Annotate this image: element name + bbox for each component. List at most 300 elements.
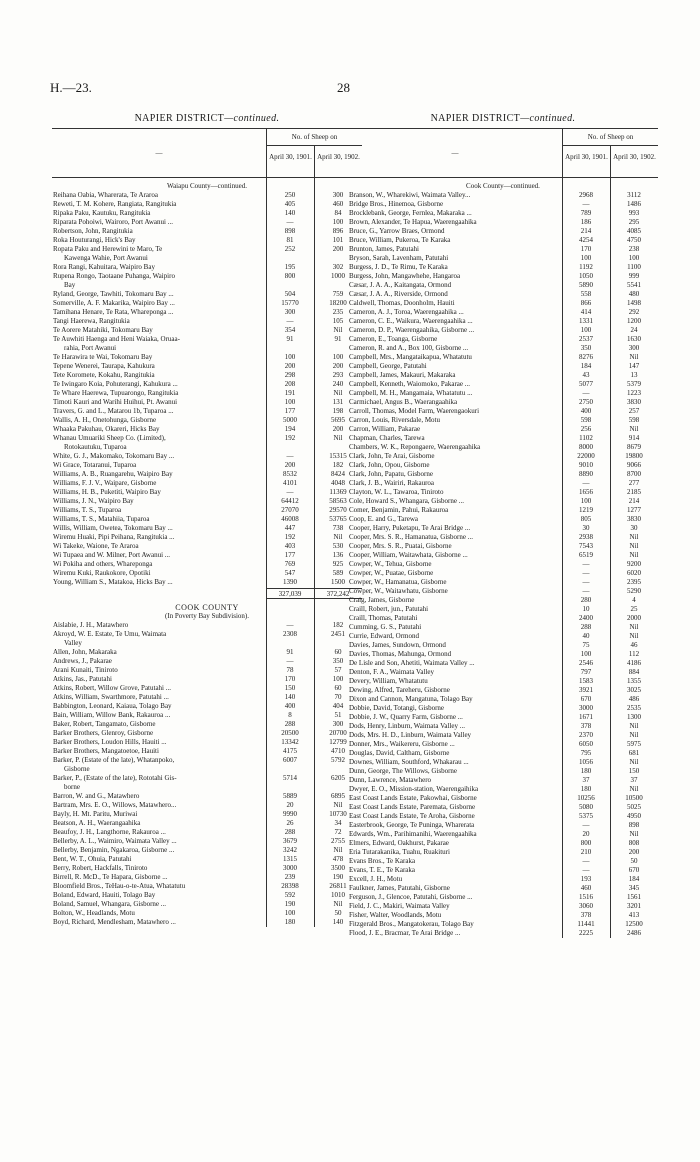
sheep-1901: 403 <box>284 542 296 550</box>
sheep-1901: 208 <box>284 380 296 388</box>
sheep-1901: 180 <box>580 767 592 775</box>
sheep-1901: 2225 <box>579 929 593 937</box>
sheep-1901: 354 <box>284 326 296 334</box>
table-row <box>348 740 658 749</box>
sheep-1902: 1010 <box>331 891 345 899</box>
sheep-1902: 6205 <box>331 774 345 782</box>
owner-name-address: Field, J. C., Makiri, Waimata Valley <box>349 902 450 910</box>
sheep-1901: — <box>582 569 590 577</box>
table-row <box>348 857 658 866</box>
sheep-1901: 405 <box>284 200 296 208</box>
owner-name-address: Bayly, H. Mt. Paritu, Muriwai <box>53 810 138 818</box>
sheep-1901: 140 <box>284 693 296 701</box>
sheep-1901: 100 <box>580 497 592 505</box>
sheep-1902: 5025 <box>627 803 641 811</box>
sheep-1901: 805 <box>580 515 592 523</box>
sheep-1901: 3060 <box>579 902 593 910</box>
sheep-1901: 37 <box>582 776 590 784</box>
table-row <box>52 479 362 488</box>
sheep-1901: 184 <box>580 362 592 370</box>
owner-name-address: Cowper, W., Puatae, Gisborne <box>349 569 434 577</box>
sheep-1901: 22000 <box>577 452 595 460</box>
owner-name-address: Wiremu Huaki, Pipi Peihana, Rangitukia ... <box>53 533 175 541</box>
sheep-1902: 10500 <box>625 794 643 802</box>
section-heading: Cook County—continued. <box>466 182 540 190</box>
sheep-1901: 795 <box>580 749 592 757</box>
sheep-1902: 404 <box>332 702 344 710</box>
owner-name-address: Campbell, George, Patutahi <box>349 362 427 370</box>
sheep-1902: Nil <box>629 551 639 559</box>
sheep-1902: 184 <box>628 875 640 883</box>
sheep-1902: 4085 <box>627 227 641 235</box>
sheep-1901: 27070 <box>281 506 299 514</box>
owner-name-address: Bartram, Mrs. E. O., Willows, Matawhero... <box>53 801 177 809</box>
owner-name-address: Berry, Robert, Hackfalls, Tiniroto <box>53 864 148 872</box>
owner-name-address: Wi Takeke, Waione, Te Araroa <box>53 542 139 550</box>
sheep-1901: 9990 <box>283 810 297 818</box>
table-row-continuation <box>52 443 362 452</box>
sheep-1901: — <box>582 821 590 829</box>
sheep-1902: 2535 <box>627 704 641 712</box>
sheep-1901: — <box>582 578 590 586</box>
sheep-1901: 239 <box>284 873 296 881</box>
sheep-1902: 1500 <box>331 578 345 586</box>
table-row <box>348 758 658 767</box>
sheep-1901: 11441 <box>577 920 595 928</box>
table-row <box>348 902 658 911</box>
table-row <box>348 272 658 281</box>
table-row <box>52 756 362 765</box>
sheep-1901: 288 <box>284 720 296 728</box>
sheep-1902: 3025 <box>627 686 641 694</box>
sheep-1901: 91 <box>286 648 294 656</box>
table-row <box>348 542 658 551</box>
sheep-1901: 1583 <box>579 677 593 685</box>
table-row <box>52 864 362 873</box>
sheep-1901: 8000 <box>579 443 593 451</box>
table-row <box>348 605 658 614</box>
sheep-1901: — <box>582 560 590 568</box>
sheep-1901: — <box>286 218 294 226</box>
table-row <box>52 470 362 479</box>
sheep-1901: 256 <box>580 425 592 433</box>
table-row <box>348 686 658 695</box>
owner-name-address: Clark, John, Papatu, Gisborne <box>349 470 433 478</box>
owner-name-address: Coop, E. and G., Tarewa <box>349 515 418 523</box>
sheep-1902: Nil <box>629 632 639 640</box>
table-row <box>348 488 658 497</box>
sheep-1901 <box>266 765 314 774</box>
table-row <box>52 810 362 819</box>
owner-name-address: Te Auwhiti Haenga and Heni Waiaka, Oruaa- <box>53 335 180 343</box>
table-row <box>348 821 658 830</box>
total-label <box>52 588 266 599</box>
owner-name-address: Dunn, George, The Willows, Gisborne <box>349 767 458 775</box>
table-row <box>348 434 658 443</box>
table-row <box>52 200 362 209</box>
sheep-1902: 20700 <box>329 729 347 737</box>
sheep-1901: 180 <box>580 785 592 793</box>
table-row <box>52 837 362 846</box>
sheep-1902: 100 <box>332 675 344 683</box>
sheep-1901: 8276 <box>579 353 593 361</box>
owner-name-address: Carroll, Thomas, Model Farm, Waerengaokuri <box>349 407 480 415</box>
sheep-1902: 235 <box>332 308 344 316</box>
sheep-1901: 800 <box>580 839 592 847</box>
name-column-header: — <box>155 149 163 157</box>
table-row <box>348 713 658 722</box>
sheep-1902: 101 <box>332 236 344 244</box>
sheep-1901: 177 <box>284 407 296 415</box>
table-row <box>348 191 658 200</box>
table-row <box>348 317 658 326</box>
owner-name-address: Excell, J. H., Motu <box>349 875 403 883</box>
table-row <box>52 855 362 864</box>
sheep-1901: 1192 <box>579 263 593 271</box>
owner-name-address: Wallis, A. H., Onetohunga, Gisborne <box>53 416 157 424</box>
sheep-1901: 592 <box>284 891 296 899</box>
owner-name-address: Whanau Umuariki Sheep Co. (Limited), <box>53 434 166 442</box>
sheep-1901: 5375 <box>579 812 593 820</box>
table-row <box>52 720 362 729</box>
sheep-1901: — <box>286 317 294 325</box>
owner-name-address: Bellerby, Benjamin, Ngakaroa, Gisborne ... <box>53 846 175 854</box>
owner-name-address: Atkins, Robert, Willow Grove, Patutahi ... <box>53 684 171 692</box>
table-row <box>52 729 362 738</box>
sheep-1901: 4254 <box>579 236 593 244</box>
owner-name-address: Beaufoy, J. H., Langthorne, Rakauroa ... <box>53 828 166 836</box>
sheep-1901: 1516 <box>579 893 593 901</box>
sheep-1901: 1656 <box>579 488 593 496</box>
table-row <box>52 461 362 470</box>
sheep-1901: — <box>582 866 590 874</box>
table-row <box>348 425 658 434</box>
owner-name-address: Bloomfield Bros., TeHau-o-te-Atua, Whatatutu <box>53 882 186 890</box>
sheep-1902: 1300 <box>627 713 641 721</box>
sheep-1902: 670 <box>628 866 640 874</box>
sheep-1901: 170 <box>580 245 592 253</box>
sheep-1902: 2451 <box>331 630 345 638</box>
sheep-1901: 194 <box>284 425 296 433</box>
owner-name-address: Whaaka Pakuhau, Okareri, Hicks Bay <box>53 425 160 433</box>
table-row <box>52 684 362 693</box>
table-row <box>348 290 658 299</box>
sheep-1902: 136 <box>332 551 344 559</box>
table-row <box>348 461 658 470</box>
owner-name-address: East Coast Lands Estate, Paremata, Gisborne <box>349 803 476 811</box>
sheep-1902: 2000 <box>627 614 641 622</box>
owner-name-address: Cooper, Mrs. S. R., Puatai, Gisborne <box>349 542 452 550</box>
sheep-1902: 345 <box>628 884 640 892</box>
owner-name-address: Denton, F. A., Waimata Valley <box>349 668 434 676</box>
table-row <box>348 875 658 884</box>
owner-name-address: Cæsar, J. A. A., Riverside, Ormond <box>349 290 448 298</box>
sheep-1901: 8532 <box>283 470 297 478</box>
owner-name-address: Brown, Alexander, Te Hapua, Waerengaahika <box>349 218 477 226</box>
table-row <box>52 389 362 398</box>
sheep-1902: 100 <box>332 353 344 361</box>
table-row <box>348 524 658 533</box>
sheep-1902: 240 <box>332 380 344 388</box>
sheep-1902: 589 <box>332 569 344 577</box>
sheep-1902: 6895 <box>331 792 345 800</box>
table-row <box>52 551 362 560</box>
owner-name-address: Gisborne <box>64 765 90 773</box>
sheep-1901: 20 <box>286 801 294 809</box>
sheep-1902: Nil <box>629 533 639 541</box>
sheep-1902: 2486 <box>627 929 641 937</box>
sheep-1902: 1000 <box>331 272 345 280</box>
sheep-1902: 5290 <box>627 587 641 595</box>
owner-name-address: Cameron, C. E., Waikura, Waerengaahika ... <box>349 317 473 325</box>
table-row <box>348 587 658 596</box>
owner-name-address: Campbell, M. H., Mangamaia, Whatatutu ... <box>349 389 473 397</box>
owner-name-address: Birrell, R. McD., Te Hapara, Gisborne ... <box>53 873 168 881</box>
owner-name-address: Clark, John, Opou, Gisborne <box>349 461 430 469</box>
sheep-1902: 3112 <box>627 191 641 199</box>
sheep-1901: 547 <box>284 569 296 577</box>
table-row <box>348 614 658 623</box>
owner-name-address: Branson, W., Wharekiwi, Waimata Valley... <box>349 191 471 199</box>
table-row <box>348 443 658 452</box>
sheep-1901: 252 <box>284 245 296 253</box>
owner-name-address: Cameron, E., Toanga, Gisborne <box>349 335 438 343</box>
owner-name-address: Williams, A. B., Ruangarehu, Waipiro Bay <box>53 470 173 478</box>
sheep-1902: 898 <box>628 821 640 829</box>
sheep-1901: 1219 <box>579 506 593 514</box>
sheep-1901: 43 <box>582 371 590 379</box>
sheep-1902: 999 <box>628 272 640 280</box>
sheep-1902: 8679 <box>627 443 641 451</box>
sheep-1902: 182 <box>332 621 344 629</box>
owner-name-address: Carmichael, Angus B., Waerangaahika <box>349 398 458 406</box>
sheep-1901: 1315 <box>283 855 297 863</box>
sheep-1901: 100 <box>284 398 296 406</box>
owner-name-address: Cumming, G. S., Patutahi <box>349 623 422 631</box>
table-row-continuation <box>52 783 362 792</box>
owner-name-address: Valley <box>64 639 82 647</box>
sheep-1902: 34 <box>334 819 342 827</box>
table-row <box>52 666 362 675</box>
sheep-1901: 400 <box>580 407 592 415</box>
sheep-count-group-header: No. of Sheep on <box>266 129 362 146</box>
sheep-1902: 2185 <box>627 488 641 496</box>
section-heading: (In Poverty Bay Subdivision). <box>165 612 249 620</box>
owner-name-address: Donner, Mrs., Waikereru, Gisborne ... <box>349 740 455 748</box>
table-row <box>52 488 362 497</box>
table-row <box>348 785 658 794</box>
owner-name-address: Cole, Howard S., Whangara, Gisborne ... <box>349 497 464 505</box>
table-row <box>348 704 658 713</box>
table-header <box>52 128 362 178</box>
table-row <box>348 200 658 209</box>
sheep-1902: 100 <box>332 218 344 226</box>
sheep-1902: 18200 <box>329 299 347 307</box>
table-row <box>52 227 362 236</box>
owner-name-address: Atkins, Jas., Patutahi <box>53 675 112 683</box>
table-row <box>348 380 658 389</box>
district-title: NAPIER DISTRICT <box>134 113 225 124</box>
owner-name-address: Wi Tupaea and W. Milner, Port Awanui ... <box>53 551 171 559</box>
table-row <box>52 308 362 317</box>
table-row <box>348 929 658 938</box>
sheep-1902: 2395 <box>627 578 641 586</box>
sheep-1901: 192 <box>284 434 296 442</box>
total-row <box>52 588 362 599</box>
table-row <box>348 236 658 245</box>
table-row <box>348 866 658 875</box>
owner-name-address: Craill, Thomas, Patutahi <box>349 614 418 622</box>
owner-name-address: Wi Pokiha and others, Whareponga <box>53 560 153 568</box>
sheep-1901: 28398 <box>281 882 299 890</box>
table-row-continuation <box>52 765 362 774</box>
sheep-1901: 170 <box>284 675 296 683</box>
sheep-1901: — <box>286 657 294 665</box>
sheep-1902: Nil <box>629 623 639 631</box>
sheep-1901: 769 <box>284 560 296 568</box>
owner-name-address: Dwyer, E. O., Mission-station, Waerengaihika <box>349 785 479 793</box>
table-row <box>348 209 658 218</box>
county-heading: COOK COUNTY <box>175 603 239 612</box>
owner-name-address: Caldwell, Thomas, Doonholm, Hauiti <box>349 299 455 307</box>
sheep-1901: 5000 <box>283 416 297 424</box>
sheep-1901: — <box>582 389 590 397</box>
sheep-1902: 5975 <box>627 740 641 748</box>
sheep-1901: 100 <box>580 326 592 334</box>
sheep-1902: 53765 <box>329 515 347 523</box>
table-row <box>52 407 362 416</box>
sheep-1902: 295 <box>628 218 640 226</box>
sheep-1901: 1056 <box>579 758 593 766</box>
sheep-1901: 5714 <box>283 774 297 782</box>
table-row <box>348 371 658 380</box>
table-row <box>52 371 362 380</box>
table-row <box>52 900 362 909</box>
owner-name-address: Rotokautuku, Tuparoa <box>64 443 127 451</box>
table-row <box>348 515 658 524</box>
sheep-1902: 10730 <box>329 810 347 818</box>
owner-name-address: Fisher, Walter, Woodlands, Motu <box>349 911 442 919</box>
sheep-1901: 30 <box>582 524 590 532</box>
owner-name-address: Cowper, W., Hamanatua, Gisborne <box>349 578 447 586</box>
table-row <box>52 218 362 227</box>
table-row <box>52 236 362 245</box>
table-row <box>348 416 658 425</box>
table-row <box>52 774 362 783</box>
sheep-1902: Nil <box>629 353 639 361</box>
year-1902-header: April 30, 1902. <box>610 146 658 177</box>
owner-name-address: Dods, Mrs. H. D., Linburn, Waimata Valley <box>349 731 472 739</box>
owner-name-address: Elmers, Edward, Oakhurst, Pakarae <box>349 839 449 847</box>
owner-name-address: Chambers, W. K., Repongaere, Waerengaahika <box>349 443 481 451</box>
table-row <box>52 335 362 344</box>
sheep-1901: 3000 <box>579 704 593 712</box>
sheep-1902: 190 <box>332 873 344 881</box>
sheep-1901: 40 <box>582 632 590 640</box>
table-row <box>348 362 658 371</box>
owner-name-address: Faulkner, James, Patutahi, Gisborne <box>349 884 450 892</box>
sheep-1901: 81 <box>286 236 294 244</box>
table-row <box>348 344 658 353</box>
table-row <box>348 596 658 605</box>
sheep-1902: 598 <box>628 416 640 424</box>
sheep-1902: 480 <box>628 290 640 298</box>
sheep-1902: 413 <box>628 911 640 919</box>
sheep-1901: — <box>582 200 590 208</box>
table-row <box>348 677 658 686</box>
table-row <box>348 470 658 479</box>
table-body <box>52 178 362 927</box>
sheep-1901 <box>266 443 314 452</box>
sheep-1901: 15770 <box>281 299 299 307</box>
sheep-1901 <box>266 254 314 263</box>
owner-name-address: Aislabie, J. H., Matawhero <box>53 621 129 629</box>
sheep-1901: 100 <box>580 650 592 658</box>
owner-name-address: Williams, T. S., Matahiia, Tuparoa <box>53 515 150 523</box>
owner-name-address: Tamihana Henare, Te Rata, Whareponga ... <box>53 308 174 316</box>
sheep-1902: 50 <box>334 909 342 917</box>
owner-name-address: Comer, Benjamin, Pahui, Rakauroa <box>349 506 449 514</box>
sheep-1901: 20 <box>582 830 590 838</box>
table-row <box>52 434 362 443</box>
sheep-1902: 15315 <box>329 452 347 460</box>
sheep-1902: 6020 <box>627 569 641 577</box>
owner-name-address: Cameron, D. P., Waerengaahika, Gisborne ... <box>349 326 475 334</box>
table-row <box>52 801 362 810</box>
sheep-1902: 238 <box>628 245 640 253</box>
table-row <box>52 569 362 578</box>
table-row <box>52 738 362 747</box>
sheep-1902: 140 <box>332 918 344 926</box>
sheep-1902: 147 <box>628 362 640 370</box>
sheep-1902: 350 <box>332 657 344 665</box>
district-title-suffix: —continued. <box>224 113 280 124</box>
sheep-1902: 11369 <box>329 488 347 496</box>
sheep-1901: 5077 <box>579 380 593 388</box>
owner-name-address: Burgess, John, Mangawhehe, Hangaroa <box>349 272 461 280</box>
owner-name-address: Reihana Oabia, Wharerata, Te Araroa <box>53 191 158 199</box>
table-row <box>52 675 362 684</box>
table-row <box>52 317 362 326</box>
sheep-1901: 350 <box>580 344 592 352</box>
sheep-1902: 12799 <box>329 738 347 746</box>
table-row <box>52 299 362 308</box>
sheep-1901: 20500 <box>281 729 299 737</box>
sheep-1902: 214 <box>628 497 640 505</box>
owner-name-address: Kawenga Wahie, Port Awanui <box>64 254 148 262</box>
sheep-1901: 3242 <box>283 846 297 854</box>
owner-name-address: Rupena Rongo, Taotaane Puhanga, Waipiro <box>53 272 175 280</box>
owner-name-address: Cowper, W., Tehua, Gisborne <box>349 560 432 568</box>
sheep-1901: 46008 <box>281 515 299 523</box>
sheep-1901: 298 <box>284 371 296 379</box>
sheep-1901: 75 <box>582 641 590 649</box>
sheep-1902: 896 <box>332 227 344 235</box>
owner-name-address: Carron, William, Pakarae <box>349 425 421 433</box>
table-row <box>348 803 658 812</box>
sheep-1901: 100 <box>284 353 296 361</box>
sheep-1901 <box>266 783 314 792</box>
table-row <box>52 648 362 657</box>
column-heading <box>52 112 362 126</box>
sheep-1901: 288 <box>284 828 296 836</box>
table-row <box>52 693 362 702</box>
sheep-1902: 30 <box>630 524 638 532</box>
owner-name-address: Edwards, Wm., Parihimanihi, Waerengaahika <box>349 830 477 838</box>
sheep-1902: 8700 <box>627 470 641 478</box>
sheep-1901: 1102 <box>579 434 593 442</box>
sheep-1902: 460 <box>332 200 344 208</box>
